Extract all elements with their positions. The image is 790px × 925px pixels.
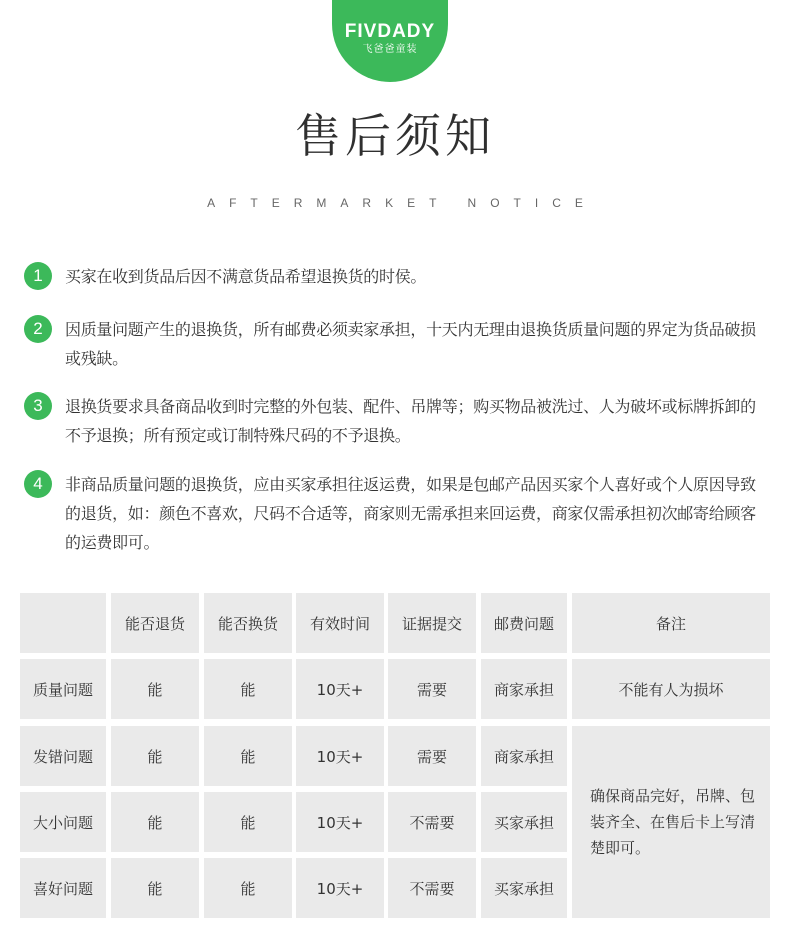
table-row-label: 质量问题 bbox=[20, 659, 106, 719]
table-row-label: 发错问题 bbox=[20, 726, 106, 786]
brand-logo bbox=[332, 0, 448, 82]
table-header-cell: 能否换货 bbox=[204, 593, 292, 653]
table-cell: 10天+ bbox=[296, 726, 384, 786]
notice-item-1 bbox=[24, 262, 770, 291]
notice-text: 非商品质量问题的退换货，应由买家承担往返运费，如果是包邮产品因买家个人喜好或个人原因导致的退货，如：颜色不喜欢，尺码不合适等，商家则无需承担来回运费，商家仅需承担初次邮寄给顾客的运费即可。 bbox=[65, 475, 756, 552]
table-cell: 能 bbox=[204, 659, 292, 719]
notice-number-badge: 2 bbox=[24, 315, 52, 343]
notice-text: 买家在收到货品后因不满意货品希望退换货的时侯。 bbox=[65, 267, 427, 286]
table-cell: 能 bbox=[111, 726, 199, 786]
table-cell: 10天+ bbox=[296, 659, 384, 719]
table-cell: 能 bbox=[111, 792, 199, 852]
page-subtitle: AFTERMARKET NOTICE bbox=[207, 196, 597, 210]
table-cell: 能 bbox=[111, 659, 199, 719]
table-cell: 10天+ bbox=[296, 792, 384, 852]
notice-number-badge: 4 bbox=[24, 470, 52, 498]
table-header-cell: 能否退货 bbox=[111, 593, 199, 653]
table-row-label: 喜好问题 bbox=[20, 858, 106, 918]
page-title: 售后须知 bbox=[295, 109, 495, 163]
table-cell: 能 bbox=[204, 858, 292, 918]
notice-item-4 bbox=[24, 470, 770, 557]
brand-tagline: 飞爸爸童装 bbox=[362, 44, 418, 55]
table-header-cell: 有效时间 bbox=[296, 593, 384, 653]
notice-number-badge: 3 bbox=[24, 392, 52, 420]
table-header-cell bbox=[20, 593, 106, 653]
table-cell: 能 bbox=[204, 726, 292, 786]
table-header-cell: 证据提交 bbox=[388, 593, 476, 653]
table-row-label: 大小问题 bbox=[20, 792, 106, 852]
notice-number-badge: 1 bbox=[24, 262, 52, 290]
aftersales-table bbox=[20, 593, 770, 918]
table-cell: 商家承担 bbox=[481, 659, 567, 719]
table-cell: 能 bbox=[204, 792, 292, 852]
table-header-cell: 备注 bbox=[572, 593, 770, 653]
table-cell: 商家承担 bbox=[481, 726, 567, 786]
brand-name: FIVDADY bbox=[344, 21, 436, 42]
notice-text: 因质量问题产生的退换货，所有邮费必须卖家承担，十天内无理由退换货质量问题的界定为货品破损或残缺。 bbox=[65, 320, 756, 368]
notice-item-2 bbox=[24, 315, 770, 373]
notice-text: 退换货要求具备商品收到时完整的外包装、配件、吊牌等；购买物品被洗过、人为破坏或标牌拆卸的不予退换；所有预定或订制特殊尺码的不予退换。 bbox=[65, 397, 756, 445]
table-cell: 需要 bbox=[388, 659, 476, 719]
table-note-cell: 不能有人为损坏 bbox=[572, 659, 770, 719]
table-cell: 不需要 bbox=[388, 858, 476, 918]
table-cell: 能 bbox=[111, 858, 199, 918]
notice-item-3 bbox=[24, 392, 770, 450]
table-header-cell: 邮费问题 bbox=[481, 593, 567, 653]
table-cell: 10天+ bbox=[296, 858, 384, 918]
table-cell: 不需要 bbox=[388, 792, 476, 852]
table-merged-note-cell: 确保商品完好，吊牌、包装齐全、在售后卡上写清楚即可。 bbox=[572, 726, 770, 918]
table-cell: 需要 bbox=[388, 726, 476, 786]
table-cell: 买家承担 bbox=[481, 792, 567, 852]
table-cell: 买家承担 bbox=[481, 858, 567, 918]
